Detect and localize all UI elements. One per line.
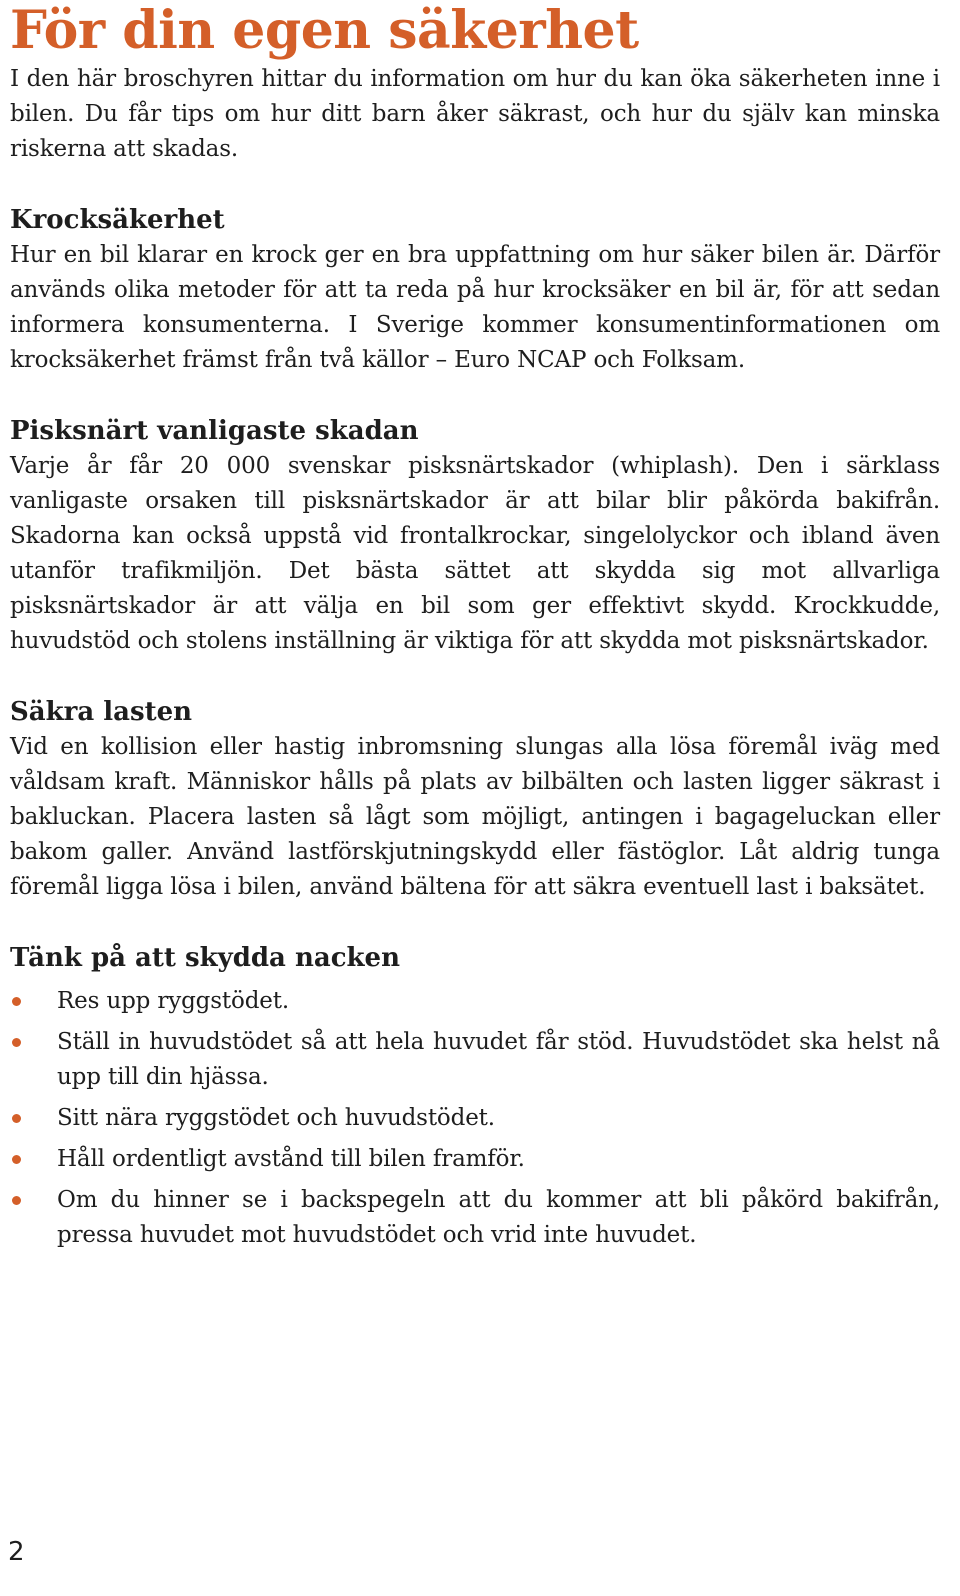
list-item-text: Res upp ryggstödet. [57,988,289,1014]
bullet-icon [12,997,21,1006]
section-body: Hur en bil klarar en krock ger en bra uppfattning om hur säker bilen är. Därför används olika metoder för att ta reda på hur krocksäker en bil är, för att sedan informera konsumenterna. I Sverige kommer konsumentinformationen om krocksäkerhet främst från två källor – Euro NCAP och Folksam. [10,242,940,373]
list-item [10,1025,940,1095]
section-heading: Pisksnärt vanligaste skadan [10,416,419,446]
list-item-text: Ställ in huvudstödet så att hela huvudet får stöd. Huvudstödet ska helst nå upp till din hjässa. [57,1029,940,1090]
list-item [10,1142,940,1177]
bullet-icon [12,1038,21,1047]
section-body: Varje år får 20 000 svenskar pisksnärtskador (whiplash). Den i särklass vanligaste orsaken till pisksnärtskador är att bilar blir påkörda bakifrån. Skadorna kan också uppstå vid frontalkrockar, singelolyckor och ibland även utanför trafikmiljön. Det bästa sättet att skydda sig mot allvarliga pisksnärtskador är att välja en bil som ger effektivt skydd. Krockkudde, huvudstöd och stolens inställning är viktiga för att skydda mot pisksnärtskador. [10,453,940,654]
section-pisksnart [10,414,940,659]
bullet-icon [12,1114,21,1123]
bullet-list [10,984,940,1253]
bullet-icon [12,1196,21,1205]
section-heading: Krocksäkerhet [10,205,225,235]
bullet-icon [12,1155,21,1164]
page-title: För din egen säkerhet [10,0,639,61]
section-sakra-lasten [10,695,940,905]
list-item [10,1101,940,1136]
document-page [10,0,940,1259]
list-item-text: Håll ordentligt avstånd till bilen framför. [57,1146,525,1172]
list-item [10,984,940,1019]
section-heading: Säkra lasten [10,697,193,727]
section-body: Vid en kollision eller hastig inbromsning slungas alla lösa föremål iväg med våldsam kraft. Människor hålls på plats av bilbälten och lasten ligger säkrast i bakluckan. Placera lasten så lågt som möjligt, antingen i bagageluckan eller bakom galler. Använd lastförskjutningskydd eller fästöglor. Låt aldrig tunga föremål ligga lösa i bilen, använd bältena för att säkra eventuell last i baksätet. [10,734,940,900]
list-item-text: Om du hinner se i backspegeln att du kommer att bli påkörd bakifrån, pressa huvudet mot huvudstödet och vrid inte huvudet. [57,1187,940,1248]
page-number: 2 [8,1537,25,1567]
list-item [10,1183,940,1253]
section-skydda-nacken [10,941,940,1253]
list-item-text: Sitt nära ryggstödet och huvudstödet. [57,1105,495,1131]
intro-paragraph: I den här broschyren hittar du information om hur du kan öka säkerheten inne i bilen. Du får tips om hur ditt barn åker säkrast, och hur du själv kan minska riskerna att skadas. [10,66,940,162]
section-krocksakerhet [10,203,940,378]
section-heading: Tänk på att skydda nacken [10,943,400,973]
